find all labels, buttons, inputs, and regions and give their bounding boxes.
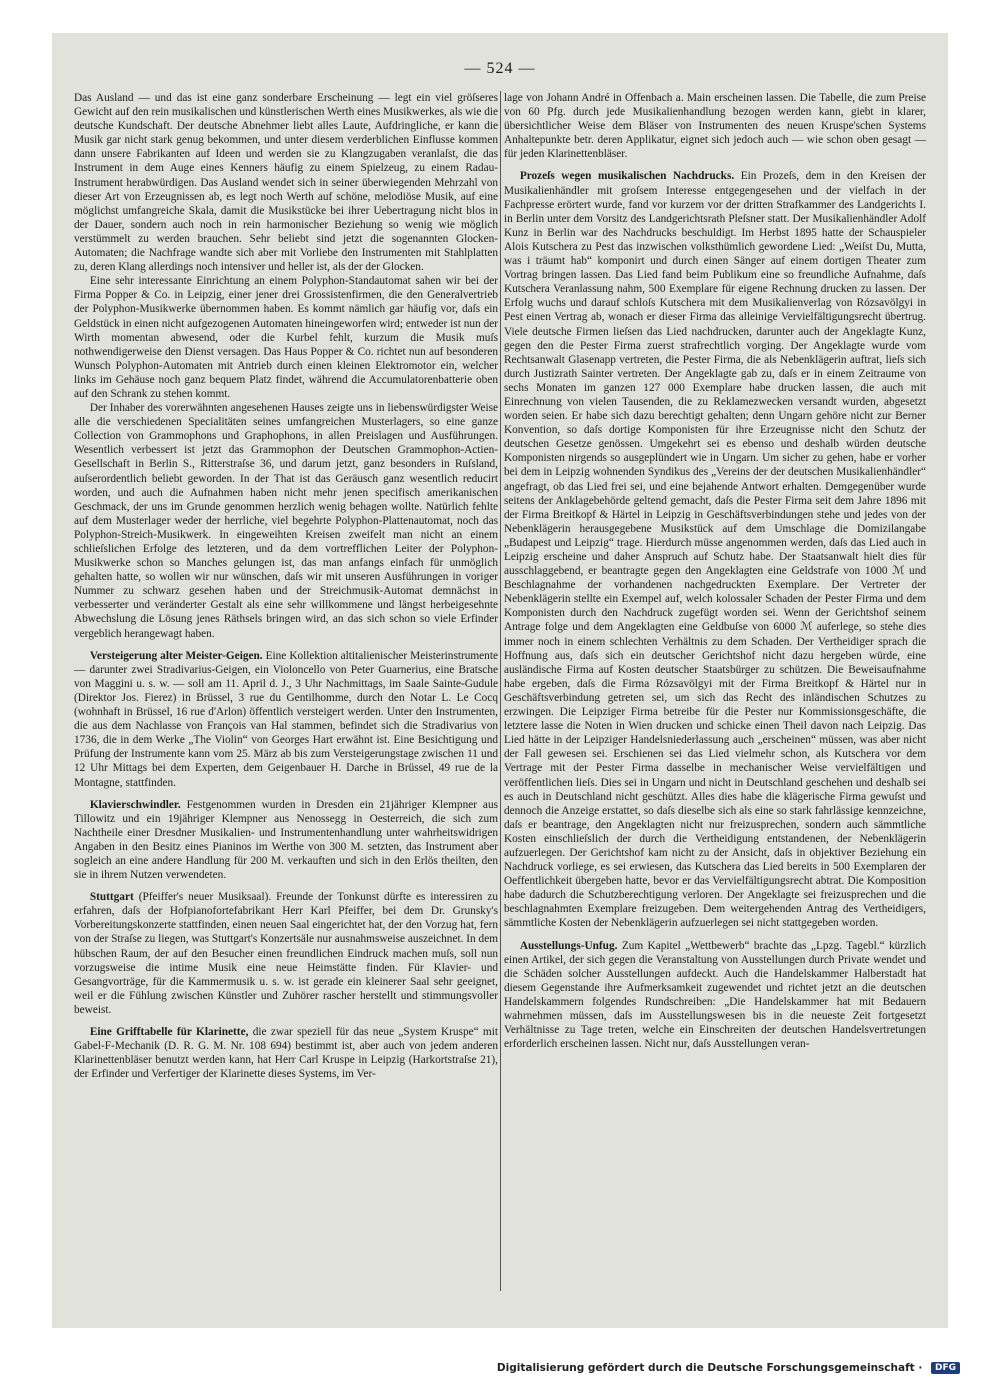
paragraph: lage von Johann André in Offenbach a. Main erscheinen lassen. Die Tabelle, die zum Preise von 60 Pfg. durch jede Musikalienhandlung bezogen werden kann, giebt in klarer, übersichtlicher Weise dem Bläser von Instrumenten des neuen Kruspe'schen Systems Anhaltepunkte betr. deren Applikatur, eignet sich jedoch auch — wie schon oben gesagt — für jeden Klarinettenbläser. bbox=[504, 92, 926, 161]
news-body: Eine Kollektion altitalienischer Meisterinstrumente — darunter zwei Stradivarius-Geigen, ein Violoncello von Peter Guarnerius, eine Bratsche von Maggini u. s. w. — soll am 11. April d. J., 3 Uhr Nachmittags, im Saale Sainte-Gudule (Direktor Jos. Fierez) in Brüssel, 3 rue du Gentilhomme, durch den Notar L. Le Cocq (wohnhaft in Brüssel, 16 rue d'Arlon) öffentlich versteigert werden. Unter den Instrumenten, die aus dem Nachlasse von François van Hal stammen, befindet sich die Stradivarius von 1736, die in dem Werke „The Violin“ von Georges Hart erwähnt ist. Eine Besichtigung und Prüfung der Instrumente kann vom 25. März ab bis zum Versteigerungstage zwischen 11 und 12 Uhr Mittags bei dem Experten, dem Geigenbauer H. Darche in Brüssel, 49 rue de la Montagne, stattfinden. bbox=[74, 649, 498, 789]
page-number: — 524 — bbox=[464, 60, 536, 77]
paragraph: Eine sehr interessante Einrichtung an einem Polyphon-Standautomat sahen wir bei der Firma Popper & Co. in Leipzig, einer jener drei Grossistenfirmen, die den Generalvertrieb der Polyphon-Musikwerke übernommen haben. Es kommt nämlich gar häufig vor, daſs ein Geldstück in einen nicht aufgezogenen Automaten hineingeworfen wird; entweder ist nun der Wirth momentan abwesend, oder die Kurbel fehlt, kurzum die Musik muſs nothwendigerweise den Dienst versagen. Das Haus Popper & Co. richtet nun auf besonderen Wunsch Polyphon-Automaten mit Antrieb durch einen kleinen Elektromotor ein, welcher links im Gehäuse noch ganz bequem Platz findet, während die Accumulatorenbatterie oben auf den Schrank zu stehen kommt. bbox=[74, 275, 498, 400]
news-heading: Klavierschwindler. bbox=[89, 798, 181, 811]
news-body: die zwar speziell für das neue „System Kruspe“ mit Gabel-F-Mechanik (D. R. G. M. Nr. 108 694) bestimmt ist, aber auch von jedem anderen Klarinettenbläser benutzt werden kann, hat Herr Carl Kruspe in Leipzig (Harkortstraſse 21), der Erfinder und Verfertiger der Klarinette dieses Systems, im Ver- bbox=[74, 1026, 498, 1081]
news-heading: Ausstellungs-Unfug. bbox=[519, 939, 618, 952]
news-body: Festgenommen wurden in Dresden ein 21jähriger Klempner aus Tillowitz und ein 19jähriger Klempner aus Nenossegg in Oesterreich, die sich zum Nachtheile einer Dresdner Musikalien- und Instrumentenhandlung unter wahrheitswidrigen Angaben in den Besitz eines Pianinos im Werthe von 300 M. setzten, das Instrument aber sogleich an eine andere Handlung für 200 M. verkauften und sich in den Erlös theilten, den sie in ihrem Nutzen verwendeten. bbox=[74, 798, 498, 882]
footer-text: Digitalisierung gefördert durch die Deutsche Forschungsgemeinschaft · bbox=[496, 1362, 923, 1374]
news-heading: Prozeſs wegen musikalischen Nachdrucks. bbox=[519, 170, 735, 183]
news-item bbox=[504, 939, 926, 1052]
news-item bbox=[74, 649, 498, 790]
scanned-page bbox=[52, 33, 948, 1328]
right-column bbox=[504, 91, 926, 1291]
column-divider bbox=[500, 91, 501, 1291]
news-item bbox=[74, 890, 498, 1017]
news-body: Ein Prozeſs, dem in den Kreisen der Musikalienhändler mit groſsem Interesse entgegengesehen und der vielfach in der Fachpresse erörtert wurde, fand vor kurzem vor der dritten Strafkammer des Landgerichts I. in Berlin unter dem Vorsitz des Landgerichtsrath Pleſsner statt. Der Musikalienhändler Adolf Kunz in Berlin war des Nachdrucks beschuldigt. Im Herbst 1895 hatte der Schauspieler Alois Kutschera zu Pest das inzwischen volksthümlich gewordene Lied: „Weiſst Du, Mutta, was i träumt hab“ komponirt und durch einen Sänger auf einem dortigen Theater zum Vortrag bringen lassen. Das Lied fand beim Publikum eine so freundliche Aufnahme, daſs Kutschera Veranlassung nahm, 500 Exemplare für eigene Rechnung drucken zu lassen. Der Erfolg wuchs und darauf schloſs Kutschera mit dem Musikalienverlag von Rózsavölgyi in Pest einen Vertrag ab, wonach er dieser Firma das alleinige Vervielfältigungsrecht übertrug. Viele deutsche Firmen lieſsen das Lied nachdrucken, darunter auch der Angeklagte Kunz, gegen den die Pester Firma zuerst strafrechtlich vorging. Der Angeklagte wurde vom Rechtsanwalt Glasenapp vertreten, die Pester Firma, die als Nebenklägerin auftrat, lieſs sich durch Justizrath Sainter vertreten. Der Angeklagte gab zu, daſs er in einem Zeitraume von sechs Monaten im ganzen 127 000 Exemplare habe drucken lassen, die auch mit Einrechnung von vielen Tausenden, die zu Reklamezwecken versandt wurden, abgesetzt worden seien. Er habe sich dazu berechtigt gehalten; denn Ungarn gehöre nicht zur Berner Konvention, so daſs dortige Komponisten für ihre Erzeugnisse nicht den Schutz der deutschen Gesetze genössen. Umgekehrt sei es ebenso und deshalb würden deutsche Komponisten nirgends so ausgeplündert wie in Ungarn. Um sicher zu gehen, habe er vorher bei dem in Leipzig wohnenden Syndikus des „Vereins der der deutschen Musikalienhändler“ angefragt, ob das Lied frei sei, und eine bejahende Antwort erhalten. Demgegenüber wurde seitens der Anklagebehörde geltend gemacht, daſs die Pester Firma seit dem Jahre 1896 mit der Firma Breitkopf & Härtel in Leipzig in Geschäftsverbindungen stehe und jedes von der Nebenklägerin herausgegebene Musikstück auf dem Umschlage die Domizilangabe „Budapest und Leipzig“ trage. Hierdurch müsse angenommen werden, daſs das Lied auch in Leipzig erscheine und daher Anspruch auf Schutz habe. Der Staatsanwalt hielt dies für ausschlaggebend, er beantragte gegen den Angeklagten eine Geldstrafe von 1000 ℳ und Beschlagnahme der vorhandenen nachgedruckten Exemplare. Der Vertreter der Nebenklägerin stellte ein Exempel auf, welch kolossaler Schaden der Pester Firma und dem Komponisten durch den Nachdruck zugefügt worden sei. Wenn der Gerichtshof seinem Antrage folge und dem Angeklagten eine Geldbuſse von 6000 ℳ auferlege, so stehe dies immer noch in einem schlechten Verhältnis zu dem Schaden. Der Vertheidiger sprach die Hoffnung aus, daſs sich ein deutscher Gerichtshof nicht dazu hergeben würde, eine ausländische Firma auf Kosten deutscher Staatsbürger zu schützen. Die Beweisaufnahme habe ergeben, daſs die Firma Rózsavölgyi mit der Firma Breitkopf & Härtel nur in Geschäftsverbindung getreten sei, um sich das Recht des inländischen Schutzes zu erzwingen. Die Leipziger Firma betreibe für die Pester nur Kommissionsgeschäfte, die letztere lasse die Noten in Wien drucken und schicke einen Theil davon nach Leipzig. Das Lied hätte in der Leipziger Handelsniederlassung auch „erscheinen“ müssen, was aber nicht der Fall gewesen sei. Erschienen sei das Lied vielmehr schon, als Kutschera vor dem Vertrage mit der Pester Firma dasselbe in mechanischer Weise vervielfältigen und veröffentlichen lieſs. Dies sei in Ungarn und nicht in Deutschland geschehen und deshalb sei es auch in Deutschland nicht geschützt. Alles dies habe die klägerische Firma gewuſst und dennoch die Anzeige erstattet, so daſs dieselbe sich als eine so stark fahrlässige kennzeichne, daſs er beantrage, den Angeklagten nicht nur freizusprechen, sondern auch sämmtliche Kosten einschlieſslich der durch die Vertheidigung entstandenen, der Nebenklägerin aufzuerlegen. Der Gerichtshof kam nicht zu der Ansicht, daſs in objektiver Beziehung ein Nachdruck vorliege, es sei erwiesen, das Kutschera das Lied bereits in 500 Exemplaren der Oeffentlichkeit übergeben hatte, bevor er das Vervielfältigungsrecht abtrat. Die Komposition habe dadurch die Schutzberechtigung verloren. Der Angeklagte sei freizusprechen und die beschlagnahmten Exemplare freizugeben. Dem weitergehenden Antrag des Vertheidigers, sämmtliche Kosten der Nebenklägerin aufzuerlegen sei nicht stattgegeben worden. bbox=[504, 170, 926, 930]
news-heading: Stuttgart bbox=[89, 891, 134, 904]
digitization-footer bbox=[0, 1362, 960, 1374]
news-item bbox=[74, 798, 498, 883]
left-column bbox=[74, 91, 498, 1291]
paragraph: Der Inhaber des vorerwähnten angesehenen Hauses zeigte uns in liebenswürdigster Weise alle die verschiedenen Specialitäten seines umfangreichen Musterlagers, so eine ganze Collection von Grammophons und Graphophons, in allen Preislagen und Ausführungen. Wesentlich verbessert ist jetzt das Grammophon der Deutschen Grammophon-Actien-Gesellschaft in Berlin S., Ritterstraſse 36, und darum jetzt, ganz besonders in Ruſsland, auſserordentlich beliebt geworden. In der That ist das Geräusch ganz wesentlich reducirt worden, und auch die Aufnahmen haben nicht mehr jenen specifisch amerikanischen Geschmack, der uns im Grunde genommen herzlich wenig behagen wollte. Natürlich fehlte auf dem Musterlager weder der herrliche, viel begehrte Polyphon-Plattenautomat, noch das Polyphon-Streich-Musikwerk. In eingeweihten Kreisen zweifelt man nicht an einem schlieſslichen Erfolge des letzteren, und da dem vortrefflichen Leiter der Polyphon-Musikwerke schon so Manches gelungen ist, das man anfangs einfach für unmöglich gehalten hatte, so wollen wir nur wünschen, daſs wir mit unseren Ausführungen in voriger Nummer zu schwarz gesehen haben und der Streichmusik-Automat demnächst in verbesserter und veränderter Gestalt als eine sehr willkommene und längst herbeigesehnte Abwechslung die Lösung jenes Räthsels bringen wird, an das sich schon so viele Erfinder vergeblich herangewagt haben. bbox=[74, 402, 498, 640]
dfg-logo: DFG bbox=[931, 1362, 960, 1374]
news-heading: Eine Grifftabelle für Klarinette, bbox=[89, 1026, 249, 1038]
news-item bbox=[74, 1025, 498, 1081]
paragraph: Das Ausland — und das ist eine ganz sonderbare Erscheinung — legt ein viel gröſseres Gewicht auf den rein musikalischen und künstlerischen Werth eines Musikwerkes, als wie die deutsche Kundschaft. Der deutsche Abnehmer liebt alles Laute, Aufdringliche, er kann die Musik gar nicht stark genug bekommen, und unter diesem verderblichen Einflusse kommen dann unsere Fabrikanten auf Ideen und werden sie zu Klangzugaben veranlaſst, die das Instrument in dem Auge eines Kenners häufig zu einem Spielzeug, zu einem Radau-Instrument herabwürdigen. Das Ausland wendet sich in seiner überwiegenden Mehrzahl von dieser Art von Erzeugnissen ab, es legt noch Werth auf schöne, melodiöse Musik, auf eine möglichst umfangreiche Skala, damit die Musikstücke bei ihrer Uebertragung nicht blos in der Dauer, sondern auch noch in rein harmonischer Beziehung so wenig wie möglich verstümmelt zu werden brauchen. Sehr beliebt sind jetzt die sogenannten Glocken-Automaten; die Nachfrage wandte sich aber mit Vorliebe den Instrumenten mit Stahlplatten zu, deren Klang allerdings noch intensiver und heller ist, als der der Glocken. bbox=[74, 92, 498, 274]
news-item bbox=[504, 169, 926, 930]
news-body: Zum Kapitel „Wettbewerb“ brachte das „Lpzg. Tagebl.“ kürzlich einen Artikel, der sich gegen die Veranstaltung von Ausstellungen durch Private wendet und die Schäden solcher Ausstellungen aufdeckt. Auch die Handelskammer Halberstadt hat diesem Gegenstande ihre Aufmerksamkeit zugewendet und richtet jetzt an die deutschen Handelskammern folgendes Rundschreiben: „Die Handelskammer hat mit Bedauern wahrnehmen müssen, daſs im Ausstellungswesen bis in die neueste Zeit fortgesetzt Verhältnisse zu Tage treten, welche ein Einschreiten der deutschen Handelsvertretungen erforderlich erscheinen lassen. Nicht nur, daſs Ausstellungen veran- bbox=[504, 939, 926, 1051]
news-heading: Versteigerung alter Meister-Geigen. bbox=[89, 649, 263, 662]
news-body: (Pfeiffer's neuer Musiksaal). Freunde der Tonkunst dürfte es interessiren zu erfahren, daſs der Hofpianofortefabrikant Herr Karl Pfeiffer, bei dem Dr. Grunsky's Vorbereitungskonzerte stattfinden, einen neuen Saal eingerichtet hat, der den Vorzug hat, fern von der Straſse zu liegen, was Stuttgart's Konzertsäle nur ausnahmsweise auszeichnet. In dem hübschen Raum, der auf den Besucher einen freundlichen Eindruck machen muſs, soll nun vorzugsweise die intime Musik eine neue Heimstätte finden. Für Klavier- und Gesangvorträge, für die Kammermusik u. s. w. ist gerade ein kleinerer Saal sehr geeignet, weil er die Fühlung zwischen Künstler und Zuhörer rascher herstellt und stimmungsvoller beweist. bbox=[74, 891, 498, 1016]
